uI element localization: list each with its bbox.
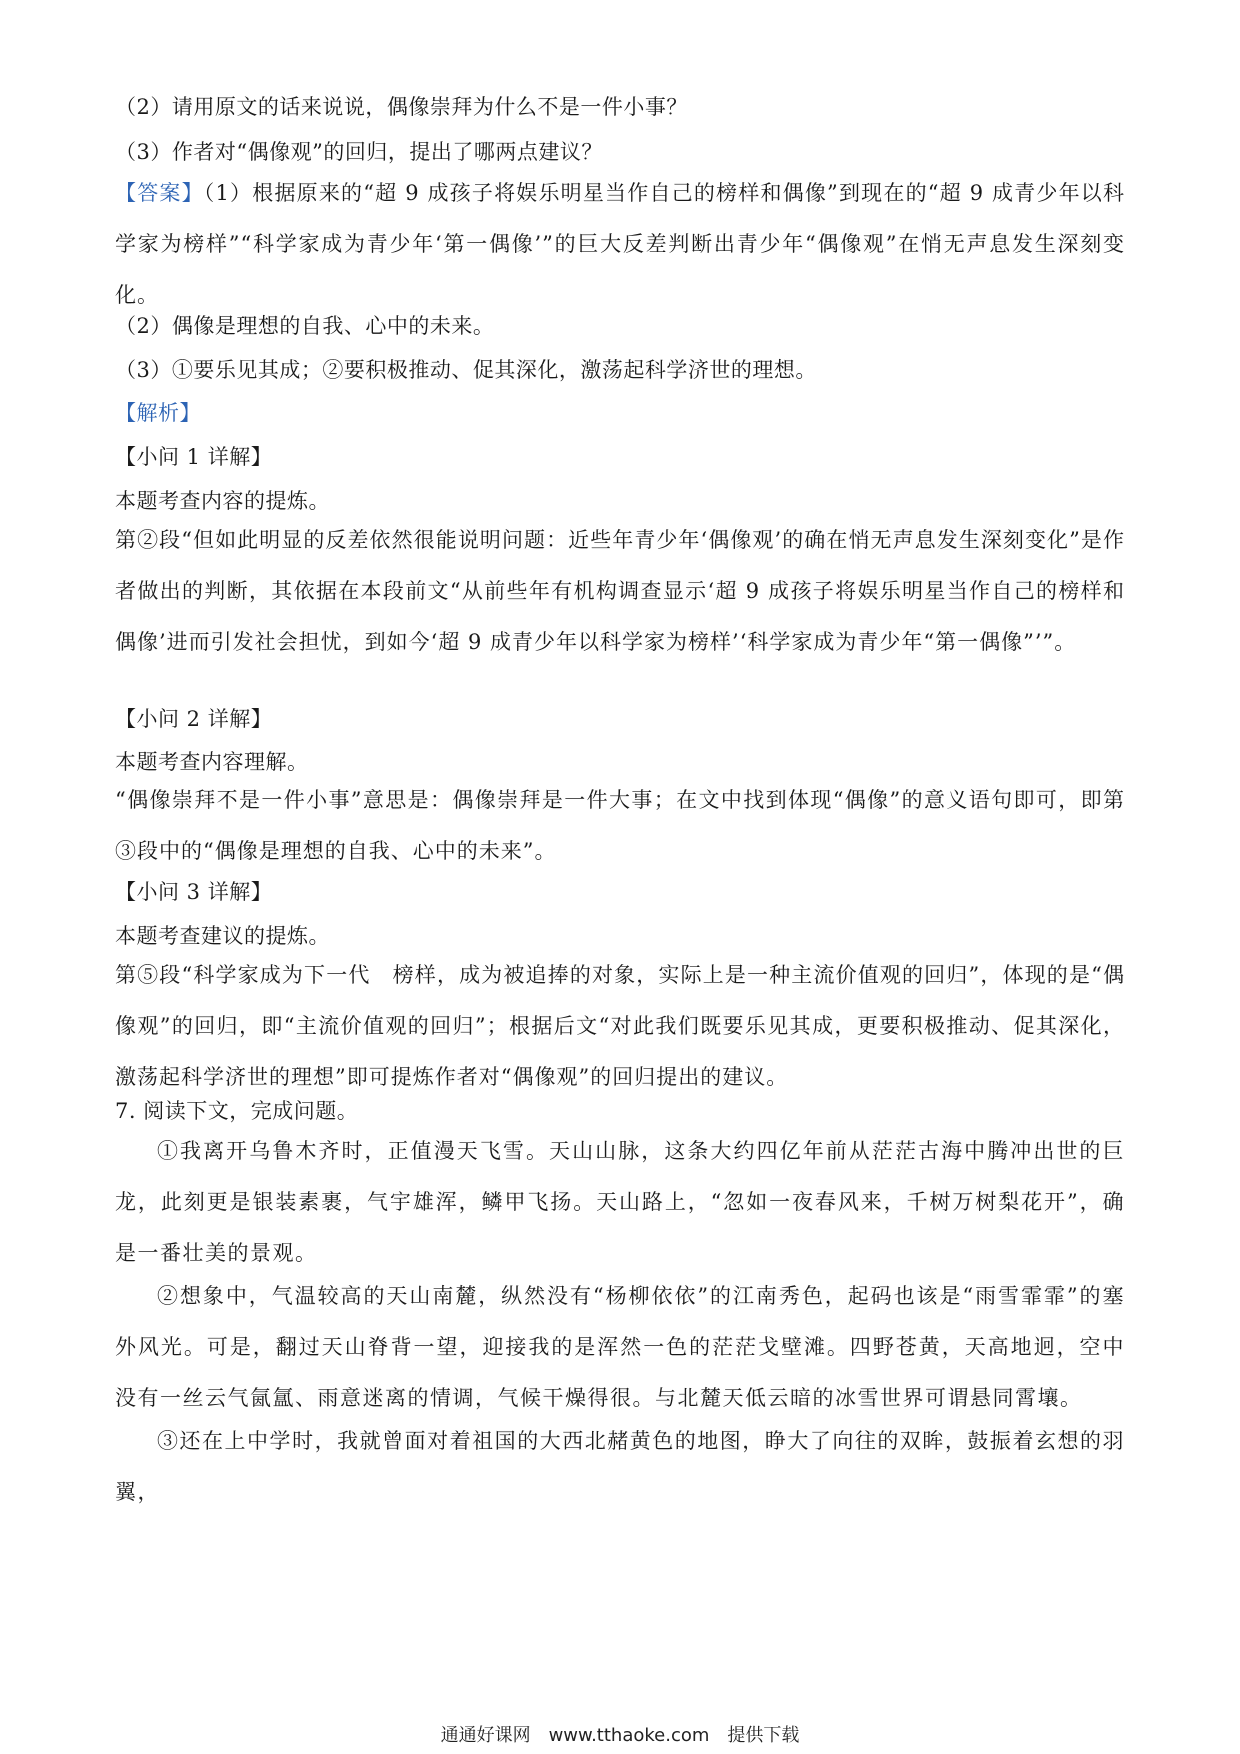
page-footer: 通通好课网 www.tthaoke.com 提供下载 bbox=[440, 1725, 800, 1746]
question-2: （2）请用原文的话来说说，偶像崇拜为什么不是一件小事？ bbox=[115, 95, 688, 119]
sub2-line1: 本题考查内容理解。 bbox=[115, 750, 309, 774]
reading-paragraph-3: ③还在上中学时，我就曾面对着祖国的大西北赭黄色的地图，睁大了向往的双眸，鼓振着玄想的羽翼， bbox=[115, 1429, 1125, 1504]
answer-1-text: （1）根据原来的“超 9 成孩子将娱乐明星当作自己的榜样和偶像”到现在的“超 9 成青少年以科学家为榜样”“科学家成为青少年‘第一偶像’”的巨大反差判断出青少年“偶像观”在悄无声息发生深刻变化。 bbox=[115, 181, 1125, 307]
answer-1 bbox=[115, 168, 1125, 321]
answer-2: （2）偶像是理想的自我、心中的未来。 bbox=[115, 314, 495, 338]
sub1-body: 第②段“但如此明显的反差依然很能说明问题：近些年青少年‘偶像观’的确在悄无声息发生深刻变化”是作者做出的判断，其依据在本段前文“从前些年有机构调查显示‘超 9 成孩子将娱乐明星当作自己的榜样和偶像’进而引发社会担忧，到如今‘超 9 成青少年以科学家为榜样’‘科学家成为青少年“第一偶像”’”。 bbox=[115, 528, 1125, 654]
answer-3: （3）①要乐见其成；②要积极推动、促其深化，激荡起科学济世的理想。 bbox=[115, 358, 817, 382]
answer-label: 【答案】 bbox=[115, 181, 204, 205]
sub2-title: 【小问 2 详解】 bbox=[115, 707, 273, 731]
question-7: 7. 阅读下文，完成问题。 bbox=[115, 1099, 359, 1123]
sub3-line1: 本题考查建议的提炼。 bbox=[115, 924, 330, 948]
sub1-title: 【小问 1 详解】 bbox=[115, 445, 273, 469]
sub1-line1: 本题考查内容的提炼。 bbox=[115, 489, 330, 513]
sub3-title: 【小问 3 详解】 bbox=[115, 880, 273, 904]
sub3-body: 第⑤段“科学家成为下一代 榜样，成为被追捧的对象，实际上是一种主流价值观的回归”，体现的是“偶像观”的回归，即“主流价值观的回归”；根据后文“对此我们既要乐见其成，更要积极推动、促其深化，激荡起科学济世的理想”即可提炼作者对“偶像观”的回归提出的建议。 bbox=[115, 963, 1125, 1089]
reading-paragraph-2: ②想象中，气温较高的天山南麓，纵然没有“杨柳依依”的江南秀色，起码也该是“雨雪霏霏”的塞外风光。可是，翻过天山脊背一望，迎接我的是浑然一色的茫茫戈壁滩。四野苍黄，天高地迥，空中没有一丝云气氤氲、雨意迷离的情调，气候干燥得很。与北麓天低云暗的冰雪世界可谓悬同霄壤。 bbox=[115, 1284, 1125, 1410]
question-3: （3）作者对“偶像观”的回归，提出了哪两点建议？ bbox=[115, 140, 603, 164]
reading-paragraph-1: ①我离开乌鲁木齐时，正值漫天飞雪。天山山脉，这条大约四亿年前从茫茫古海中腾冲出世的巨龙，此刻更是银装素裹，气宇雄浑，鳞甲飞扬。天山路上，“忽如一夜春风来，千树万树梨花开”，确是一番壮美的景观。 bbox=[115, 1139, 1125, 1265]
sub2-body: “偶像崇拜不是一件小事”意思是：偶像崇拜是一件大事；在文中找到体现“偶像”的意义语句即可，即第③段中的“偶像是理想的自我、心中的未来”。 bbox=[115, 788, 1125, 863]
analysis-label: 【解析】 bbox=[115, 401, 201, 425]
